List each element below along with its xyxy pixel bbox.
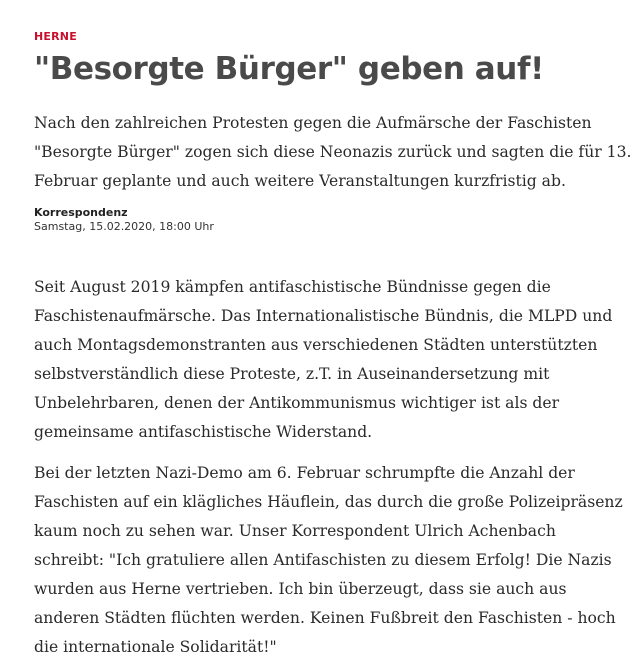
paragraph-line: die internationale Solidarität!" — [34, 638, 277, 656]
lead-line: "Besorgte Bürger" zogen sich diese Neonazis zurück und sagten die für 13. — [34, 143, 632, 161]
paragraph-line: wurden aus Herne vertrieben. Ich bin überzeugt, dass sie auch aus — [34, 580, 567, 598]
paragraph-line: gemeinsame antifaschistische Widerstand. — [34, 423, 373, 441]
lead-line: Februar geplante und auch weitere Veranstaltungen kurzfristig ab. — [34, 172, 566, 190]
article-headline: "Besorgte Bürger" geben auf! — [34, 51, 544, 87]
paragraph-line: schreibt: "Ich gratuliere allen Antifaschisten zu diesem Erfolg! Die Nazis — [34, 551, 612, 569]
paragraph-line: Bei der letzten Nazi-Demo am 6. Februar schrumpfte die Anzahl der — [34, 464, 575, 482]
paragraph-line: Seit August 2019 kämpfen antifaschistische Bündnisse gegen die — [34, 278, 551, 296]
paragraph-line: Unbelehrbaren, denen der Antikommunismus wichtiger ist als der — [34, 394, 560, 412]
byline — [34, 206, 214, 234]
paragraph-line: anderen Städten flüchten werden. Keinen Fußbreit den Faschisten - hoch — [34, 609, 616, 627]
article-lead — [34, 109, 634, 196]
lead-line: Nach den zahlreichen Protesten gegen die Aufmärsche der Faschisten — [34, 114, 592, 132]
publish-date: Samstag, 15.02.2020, 18:00 Uhr — [34, 220, 214, 233]
paragraph-line: auch Montagsdemonstranten aus verschiedenen Städten unterstützten — [34, 336, 598, 354]
article-kicker[interactable]: HERNE — [34, 30, 77, 43]
paragraph-line: kaum noch zu sehen war. Unser Korrespondent Ulrich Achenbach — [34, 522, 556, 540]
paragraph-line: selbstverständlich diese Proteste, z.T. in Auseinandersetzung mit — [34, 365, 550, 383]
paragraph-line: Faschistenaufmärsche. Das Internationalistische Bündnis, die MLPD und — [34, 307, 613, 325]
paragraph-line: Faschisten auf ein klägliches Häuflein, das durch die große Polizeipräsenz — [34, 493, 623, 511]
body-paragraph-1 — [34, 273, 634, 447]
body-paragraph-2 — [34, 459, 634, 662]
author-name: Korrespondenz — [34, 206, 128, 219]
